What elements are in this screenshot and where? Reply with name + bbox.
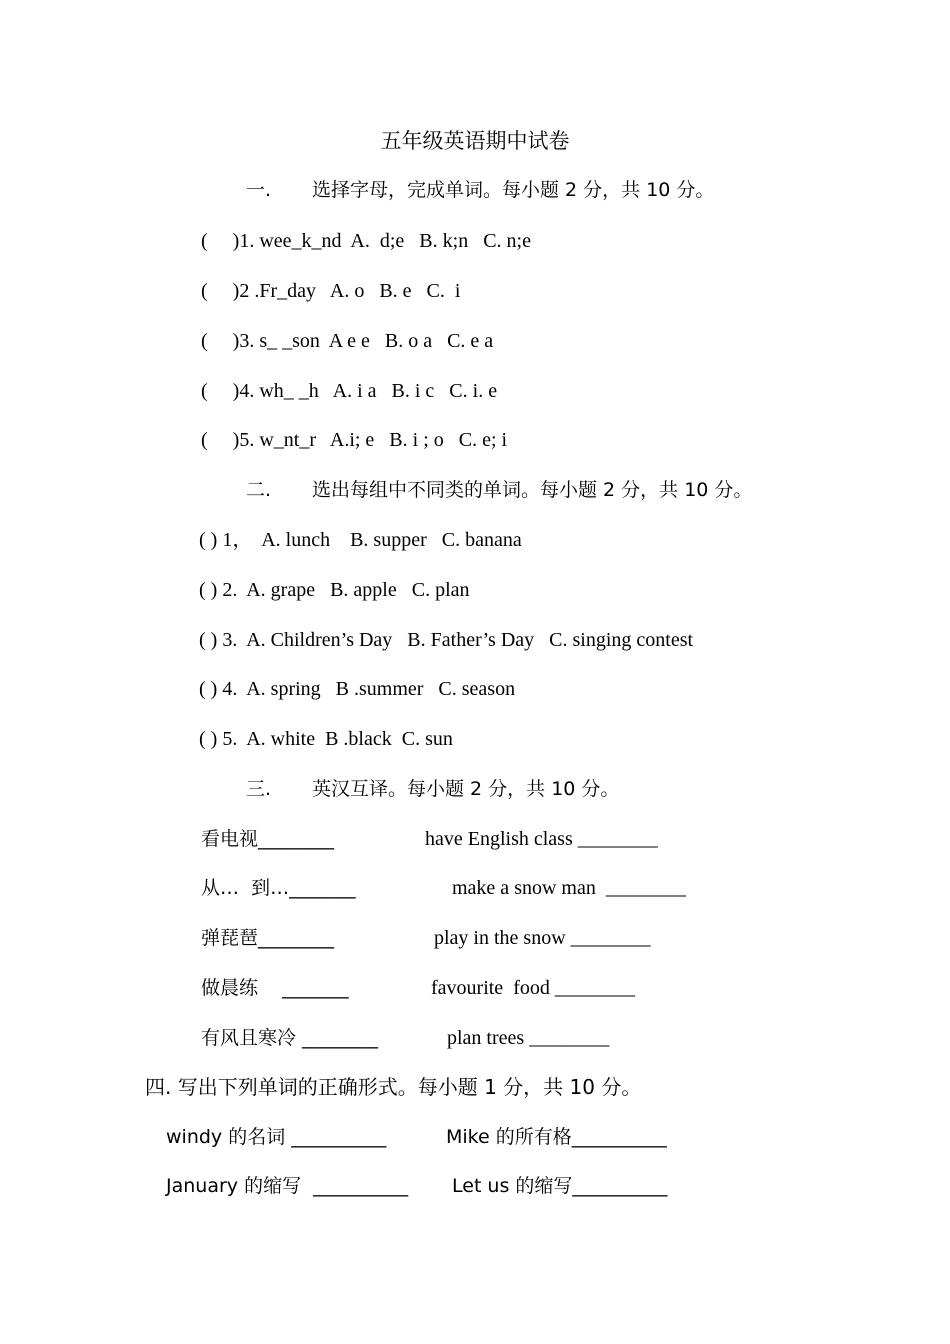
section1-heading: 选择字母，完成单词。每小题 2 分，共 10 分。 xyxy=(312,179,715,201)
section3-number: 三. xyxy=(246,778,272,800)
section4-heading: 四. 写出下列单词的正确形式。每小题 1 分，共 10 分。 xyxy=(145,1075,642,1099)
section3-heading: 英汉互译。每小题 2 分，共 10 分。 xyxy=(312,778,620,800)
section3-right-4: favourite food ________ xyxy=(431,977,635,999)
section1-item-2: ( )2 .Fr_day A. o B. e C. i xyxy=(201,280,461,302)
section2-number: 二. xyxy=(246,479,272,501)
page-title: 五年级英语期中试卷 xyxy=(380,129,570,153)
section2-item-2: ( ) 2. A. grape B. apple C. plan xyxy=(199,579,470,601)
section3-right-1: have English class ________ xyxy=(425,828,658,850)
section1-item-5: ( )5. w_nt_r A.i; e B. i ; o C. e; i xyxy=(201,429,508,451)
section1-item-3: ( )3. s_ _son A e e B. o a C. e a xyxy=(201,330,494,352)
section2-item-4: ( ) 4. A. spring B .summer C. season xyxy=(199,678,516,700)
section4-row2-left: January 的缩写 __________ xyxy=(166,1175,409,1197)
section2-heading: 选出每组中不同类的单词。每小题 2 分，共 10 分。 xyxy=(312,479,753,501)
section1-number: 一. xyxy=(246,179,272,201)
section3-right-3: play in the snow ________ xyxy=(434,927,651,949)
section2-item-1: ( ) 1， A. lunch B. supper C. banana xyxy=(199,529,522,551)
section1-item-4: ( )4. wh_ _h A. i a B. i c C. i. e xyxy=(201,380,498,402)
section3-right-5: plan trees ________ xyxy=(447,1027,610,1049)
section4-row1-right: Mike 的所有格__________ xyxy=(446,1126,667,1148)
section3-left-2: 从… 到…_______ xyxy=(201,877,356,899)
section3-left-1: 看电视________ xyxy=(201,828,335,850)
section2-item-5: ( ) 5. A. white B .black C. sun xyxy=(199,728,453,750)
section3-right-2: make a snow man ________ xyxy=(452,877,686,899)
section2-item-3: ( ) 3. A. Children’s Day B. Father’s Day C. singing contest xyxy=(199,629,694,651)
section3-left-3: 弹琵琶________ xyxy=(201,927,335,949)
section4-row1-left: windy 的名词 __________ xyxy=(166,1126,387,1148)
section3-left-4: 做晨练 _______ xyxy=(201,977,349,999)
section1-item-1: ( )1. wee_k_nd A. d;e B. k;n C. n;e xyxy=(201,230,531,252)
section3-left-5: 有风且寒冷 ________ xyxy=(201,1027,379,1049)
section4-row2-right: Let us 的缩写__________ xyxy=(452,1175,668,1197)
